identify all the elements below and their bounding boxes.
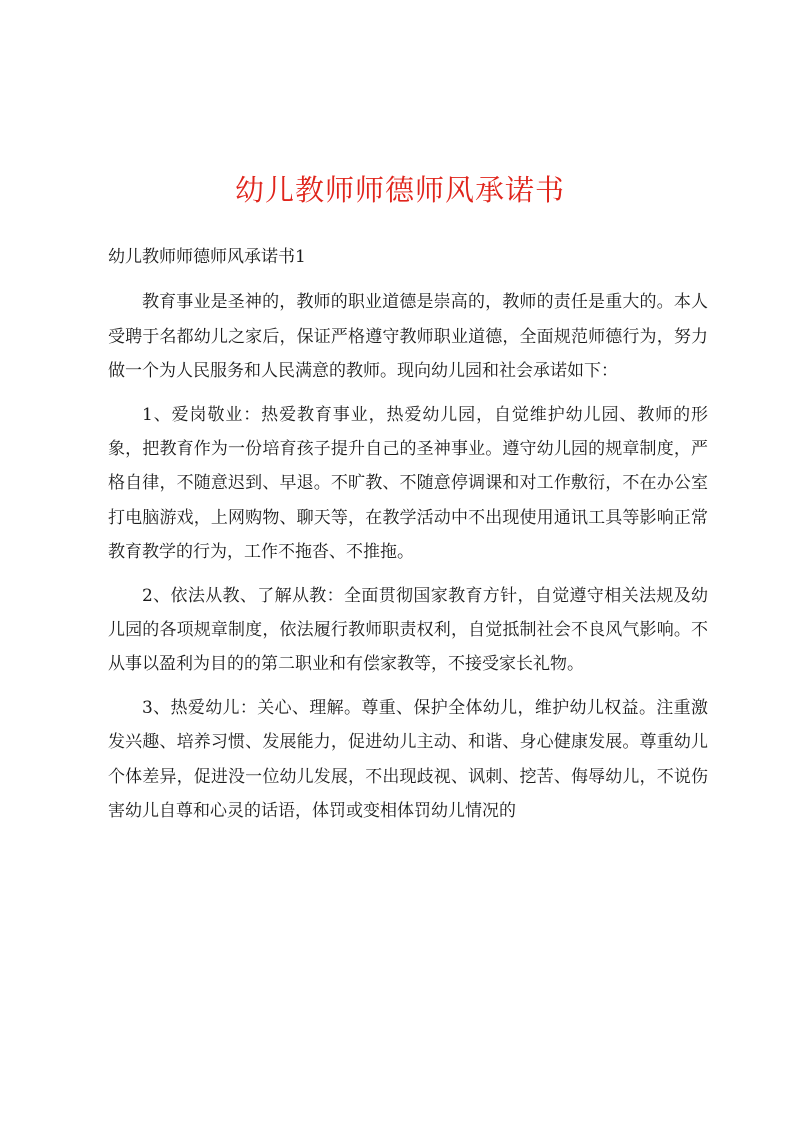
- paragraph-intro: 教育事业是圣神的，教师的职业道德是崇高的，教师的责任是重大的。本人受聘于名都幼儿之家后，保证严格遵守教师职业道德，全面规范师德行为，努力做一个为人民服务和人民满意的教师。现向幼儿园和社会承诺如下：: [108, 292, 708, 382]
- paragraph-item-3: 3、热爱幼儿：关心、理解。尊重、保护全体幼儿，维护幼儿权益。注重激发兴趣、培养习惯、发展能力，促进幼儿主动、和谐、身心健康发展。尊重幼儿个体差异，促进没一位幼儿发展，不出现歧视、讽刺、挖苦、侮辱幼儿，不说伤害幼儿自尊和心灵的话语，体罚或变相体罚幼儿情况的: [108, 697, 708, 822]
- paragraph-item-1: 1、爱岗敬业：热爱教育事业，热爱幼儿园，自觉维护幼儿园、教师的形象，把教育作为一份培育孩子提升自己的圣神事业。遵守幼儿园的规章制度，严格自律，不随意迟到、早退。不旷教、不随意停调课和对工作敷衍，不在办公室打电脑游戏，上网购物、聊天等，在教学活动中不出现使用通讯工具等影响正常教育教学的行为，工作不拖沓、不推拖。: [108, 404, 708, 563]
- paragraph-item-2: 2、依法从教、了解从教：全面贯彻国家教育方针，自觉遵守相关法规及幼儿园的各项规章制度，依法履行教师职责权利，自觉抵制社会不良风气影响。不从事以盈利为目的的第二职业和有偿家教等，不接受家长礼物。: [108, 585, 708, 675]
- section-heading: 幼儿教师师德师风承诺书1: [108, 247, 306, 267]
- document-title: 幼儿教师师德师风承诺书: [234, 173, 565, 207]
- document-body: [108, 240, 708, 838]
